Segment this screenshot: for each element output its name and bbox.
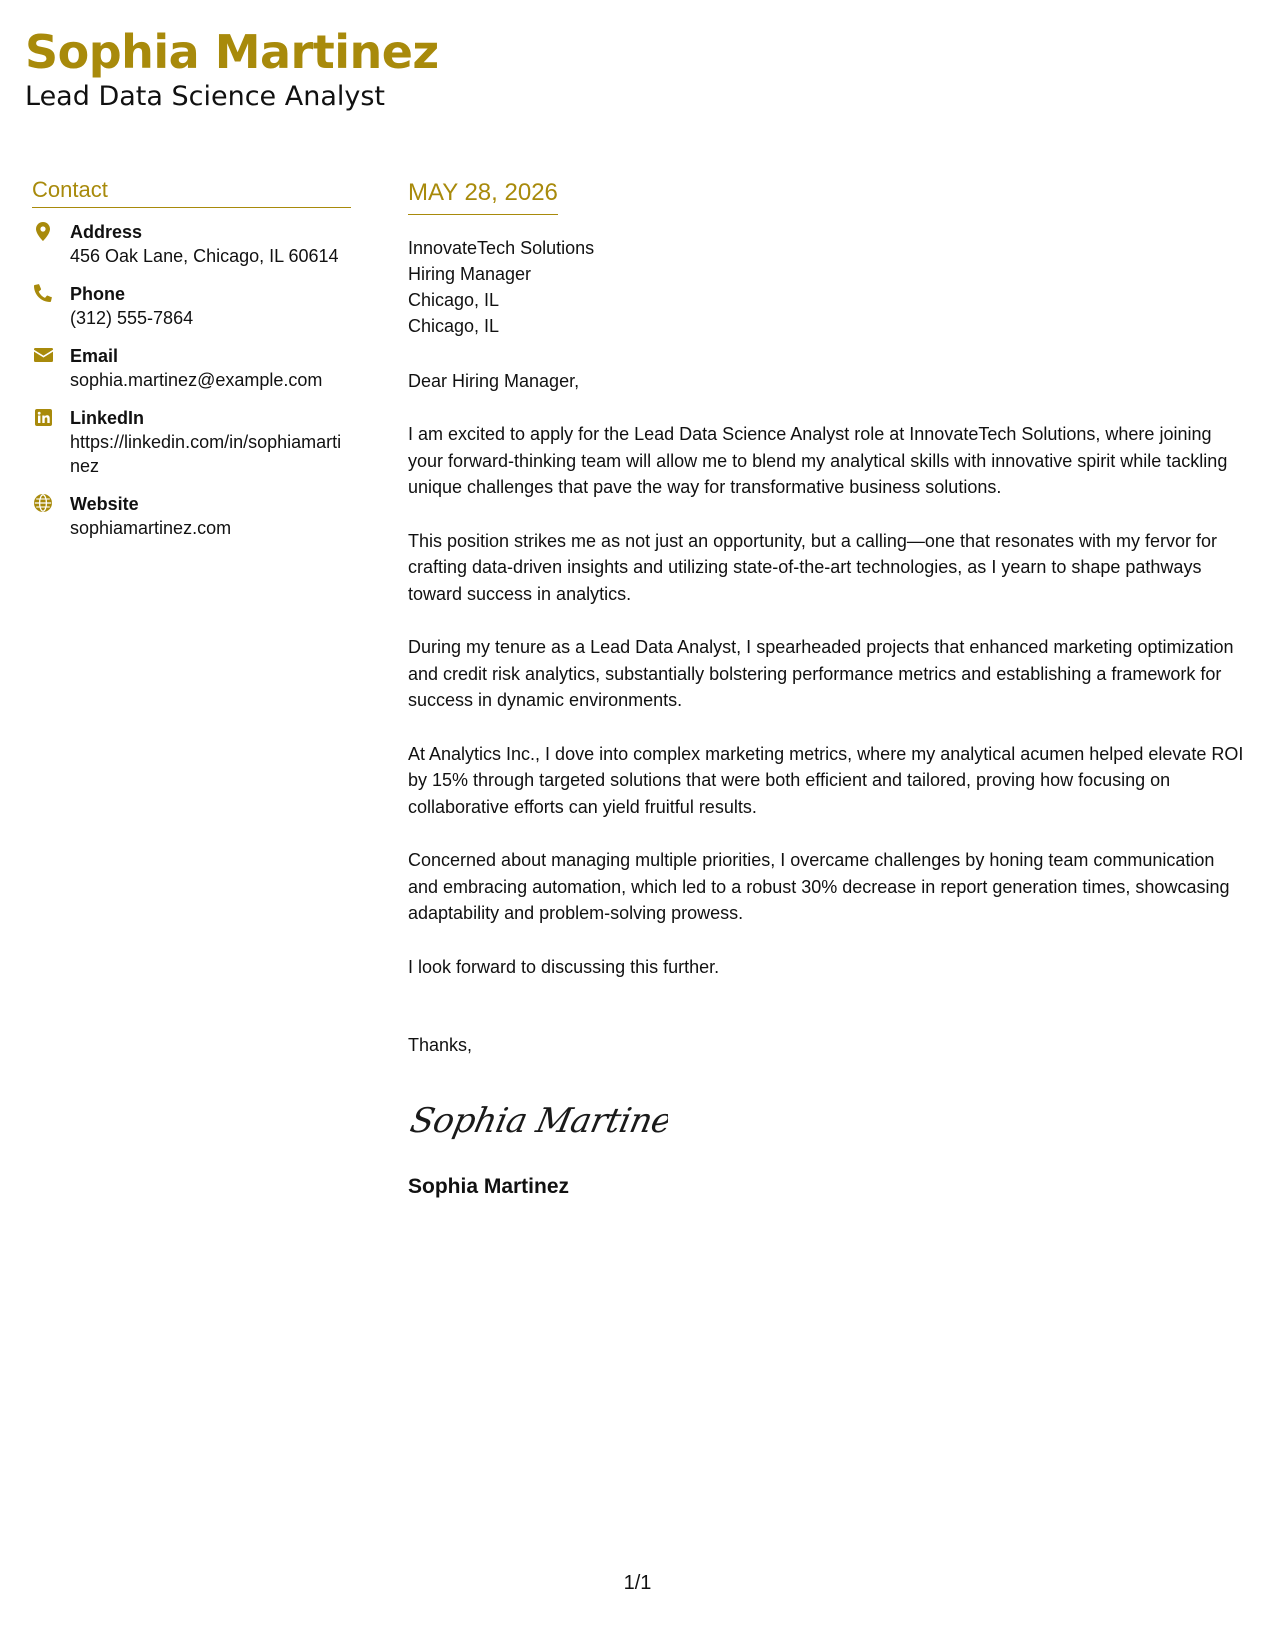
linkedin-value[interactable]: https://linkedin.com/in/sophiamartinez — [70, 432, 342, 476]
recipient-title: Hiring Manager — [408, 264, 532, 284]
body-paragraph: At Analytics Inc., I dove into complex marketing metrics, where my analytical acumen helped elevate ROI by 15% through targeted solutions that were both efficient and tailored, proving how focusing on collaborative efforts can yield fruitful results. — [408, 743, 1244, 817]
map-pin-icon — [33, 221, 53, 241]
applicant-role: Lead Data Science Analyst — [25, 81, 386, 112]
letter-body — [408, 178, 1248, 1201]
body-paragraph: This position strikes me as not just an opportunity, but a calling—one that resonates with my fervor for crafting data-driven insights and utilizing state-of-the-art technologies, as I yearn to shape pathways toward success in analytics. — [408, 530, 1218, 604]
contact-section-title: Contact — [32, 176, 351, 208]
website-value[interactable]: sophiamartinez.com — [70, 518, 232, 538]
salutation: Dear Hiring Manager, — [408, 371, 580, 391]
handwritten-signature — [408, 1088, 668, 1148]
contact-label: Email — [70, 346, 119, 366]
envelope-icon — [33, 345, 53, 365]
contact-item-email — [32, 344, 351, 392]
recipient-company: InnovateTech Solutions — [408, 238, 595, 258]
contact-sidebar — [32, 176, 351, 554]
body-paragraph: I am excited to apply for the Lead Data Science Analyst role at InnovateTech Solutions, where joining your forward-thinking team will allow me to blend my analytical skills with innovative spirit while tackling unique challenges that pave the way for transformative business solutions. — [408, 424, 1228, 497]
recipient-location: Chicago, IL — [408, 316, 500, 336]
contact-item-phone — [32, 282, 351, 330]
contact-label: Website — [70, 494, 139, 514]
letter-header — [25, 24, 439, 114]
letter-date: MAY 28, 2026 — [408, 178, 558, 215]
recipient-city: Chicago, IL — [408, 290, 500, 310]
body-paragraph: Concerned about managing multiple priorities, I overcame challenges by honing team communication and embracing automation, which led to a robust 30% decrease in report generation times, showcasing adaptability and problem-solving prowess. — [408, 850, 1230, 923]
linkedin-icon — [33, 407, 53, 427]
address-value: 456 Oak Lane, Chicago, IL 60614 — [70, 246, 339, 266]
email-value[interactable]: sophia.martinez@example.com — [70, 370, 323, 390]
signed-name: Sophia Martinez — [408, 1175, 570, 1198]
contact-item-linkedin — [32, 406, 351, 478]
recipient-block — [408, 235, 1248, 339]
contact-item-address — [32, 220, 351, 268]
phone-icon — [33, 283, 53, 303]
contact-item-website — [32, 492, 351, 540]
signature-text: Sophia Martinez — [408, 1101, 668, 1141]
body-paragraph: During my tenure as a Lead Data Analyst, I spearheaded projects that enhanced marketing optimization and credit risk analytics, substantially bolstering performance metrics and establishing a framework for success in dynamic environments. — [408, 637, 1234, 710]
page-number: 1/1 — [623, 1572, 652, 1594]
contact-label: Phone — [70, 284, 126, 304]
globe-icon — [33, 493, 53, 513]
contact-label: Address — [70, 222, 143, 242]
phone-value: (312) 555-7864 — [70, 308, 194, 328]
contact-label: LinkedIn — [70, 408, 145, 428]
closing: Thanks, — [408, 1035, 473, 1055]
applicant-name: Sophia Martinez — [25, 25, 439, 79]
body-paragraph: I look forward to discussing this further. — [408, 956, 720, 977]
